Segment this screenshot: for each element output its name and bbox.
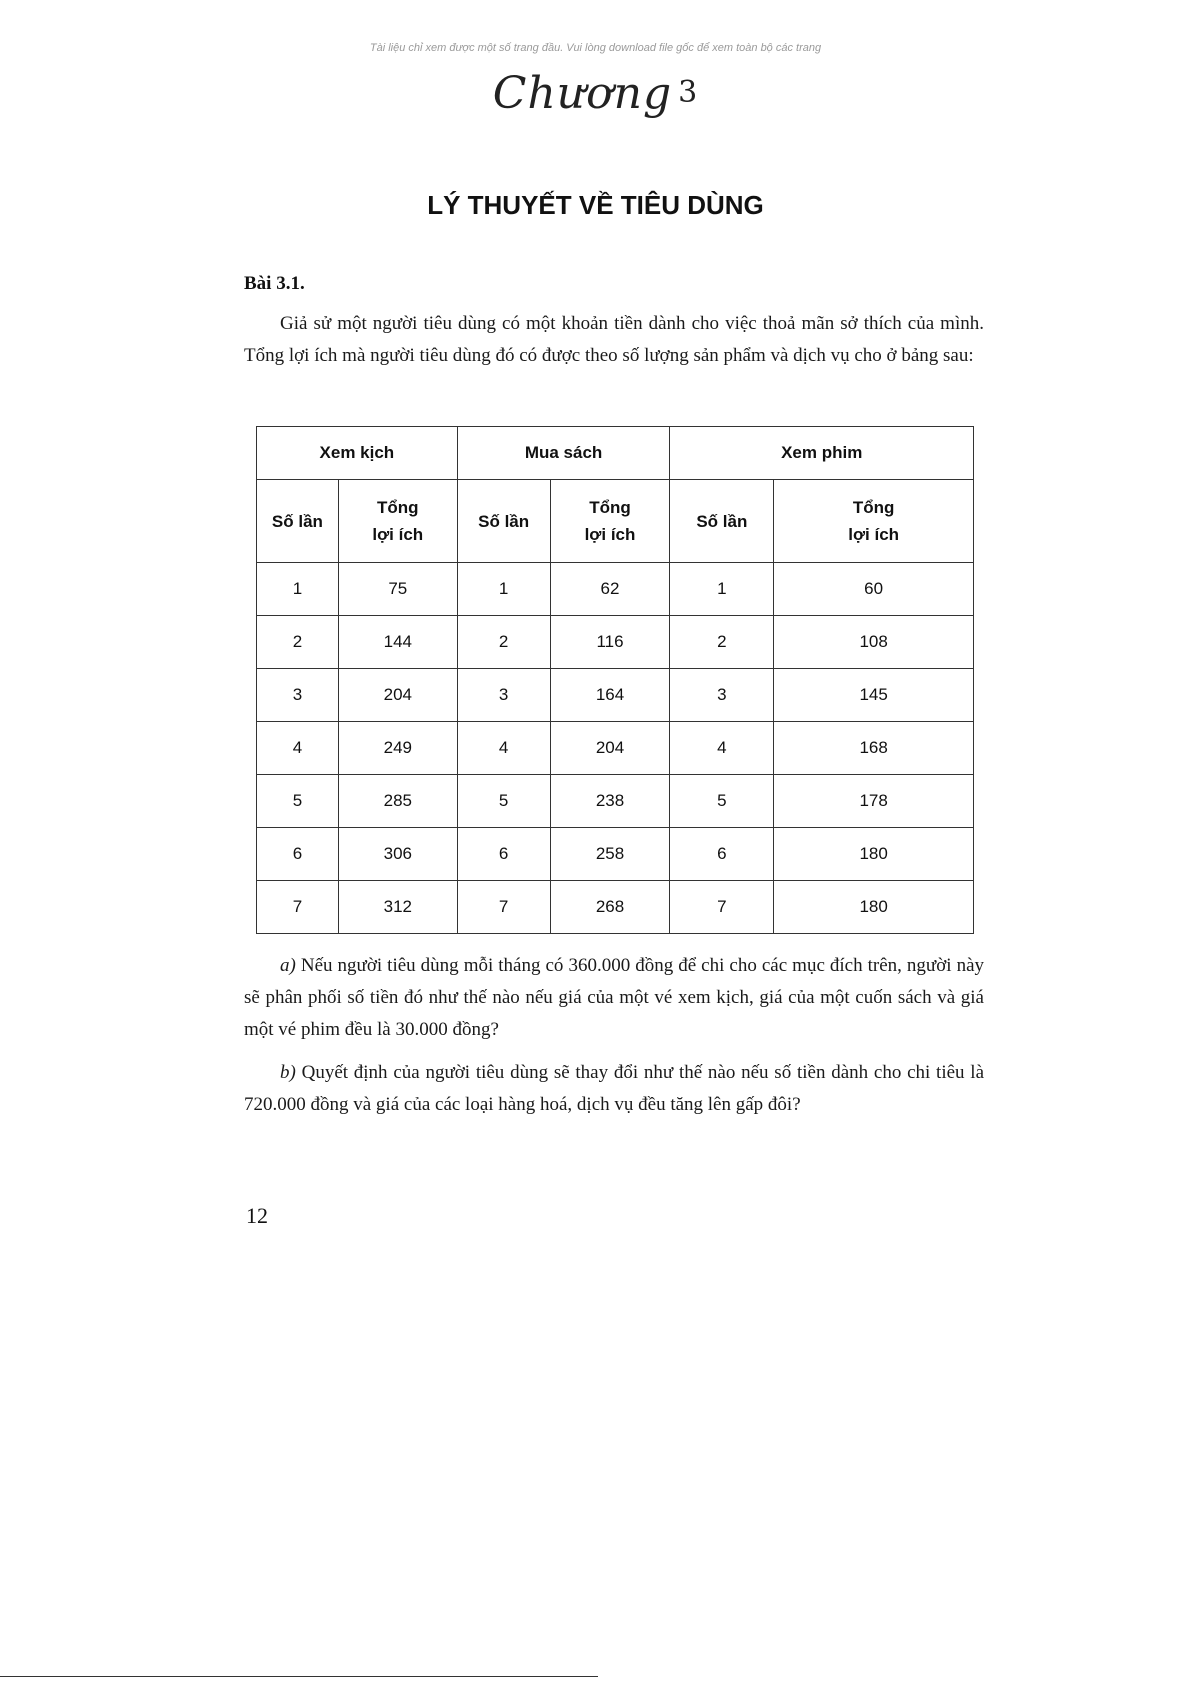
table-cell: 180 — [774, 828, 974, 881]
table-cell: 4 — [670, 722, 774, 775]
group-header-theater: Xem kịch — [257, 427, 458, 480]
table-cell: 285 — [338, 775, 457, 828]
table-cell: 145 — [774, 669, 974, 722]
table-cell: 1 — [670, 563, 774, 616]
intro-paragraph: Giả sử một người tiêu dùng có một khoản tiền dành cho việc thoả mãn sở thích của mình. Tổng lợi ích mà người tiêu dùng đó có được theo số lượng sản phẩm và dịch vụ cho ở bảng sau: — [244, 313, 984, 366]
col-header-total-line2: lợi ích — [584, 525, 636, 544]
table-cell: 178 — [774, 775, 974, 828]
table-row — [257, 722, 974, 775]
question-b-label: b) — [280, 1062, 296, 1083]
table-cell: 144 — [338, 616, 457, 669]
table-cell: 2 — [457, 616, 550, 669]
table-cell: 204 — [338, 669, 457, 722]
col-header-total-line2: lợi ích — [372, 525, 424, 544]
chapter-number: 3 — [678, 75, 699, 110]
table-row — [257, 775, 974, 828]
table-cell: 3 — [457, 669, 550, 722]
table-cell: 60 — [774, 563, 974, 616]
table-cell: 180 — [774, 881, 974, 934]
table-cell: 6 — [257, 828, 339, 881]
table-cell: 306 — [338, 828, 457, 881]
table-cell: 4 — [457, 722, 550, 775]
col-header-total-utility — [338, 480, 457, 563]
question-a-text: Nếu người tiêu dùng mỗi tháng có 360.000 đồng để chi cho các mục đích trên, người này sẽ phân phối số tiền đó như thế nào nếu giá của một vé xem kịch, giá của một cuốn sách và giá một vé phim đều là 30.000 đồng? — [244, 955, 985, 1040]
col-header-count: Số lần — [670, 480, 774, 563]
utility-table — [256, 426, 974, 934]
footer-divider — [0, 1676, 598, 1677]
table-cell: 3 — [257, 669, 339, 722]
table-cell: 75 — [338, 563, 457, 616]
chapter-title: LÝ THUYẾT VỀ TIÊU DÙNG — [427, 190, 764, 220]
table-cell: 5 — [257, 775, 339, 828]
table-cell: 2 — [670, 616, 774, 669]
table-row — [257, 616, 974, 669]
table-cell: 1 — [257, 563, 339, 616]
table-cell: 5 — [670, 775, 774, 828]
question-b-text: Quyết định của người tiêu dùng sẽ thay đổi như thế nào nếu số tiền dành cho chi tiêu là 720.000 đồng và giá của các loại hàng hoá, dịch vụ đều tăng lên gấp đôi? — [244, 1062, 984, 1115]
table-cell: 204 — [550, 722, 670, 775]
table-cell: 312 — [338, 881, 457, 934]
table-cell: 164 — [550, 669, 670, 722]
col-header-count: Số lần — [257, 480, 339, 563]
table-cell: 62 — [550, 563, 670, 616]
table-cell: 2 — [257, 616, 339, 669]
question-a-label: a) — [280, 955, 296, 976]
col-header-total-line1: Tổng — [589, 498, 631, 517]
col-header-total-line2: lợi ích — [848, 525, 900, 544]
watermark-notice: Tài liệu chỉ xem được một số trang đầu. Vui lòng download file gốc để xem toàn bộ các trang — [369, 42, 822, 54]
table-cell: 108 — [774, 616, 974, 669]
table-cell: 116 — [550, 616, 670, 669]
col-header-total-utility — [774, 480, 974, 563]
table-cell: 4 — [257, 722, 339, 775]
col-header-total-line1: Tổng — [377, 498, 419, 517]
table-row — [257, 881, 974, 934]
col-header-total-line1: Tổng — [852, 498, 895, 517]
chapter-label: Chương — [492, 68, 673, 119]
question-b-paragraph — [244, 1057, 984, 1121]
table-sub-header-row — [257, 480, 974, 563]
exercise-label: Bài 3.1. — [244, 273, 305, 294]
table-cell: 3 — [670, 669, 774, 722]
table-row — [257, 828, 974, 881]
table-row — [257, 669, 974, 722]
group-header-movies: Xem phim — [670, 427, 974, 480]
table-cell: 6 — [670, 828, 774, 881]
table-cell: 6 — [457, 828, 550, 881]
page-number: 12 — [246, 1203, 268, 1228]
table-cell: 258 — [550, 828, 670, 881]
table-cell: 7 — [257, 881, 339, 934]
table-cell: 249 — [338, 722, 457, 775]
table-group-header-row — [257, 427, 974, 480]
table-cell: 168 — [774, 722, 974, 775]
table-cell: 268 — [550, 881, 670, 934]
question-a-paragraph — [244, 950, 984, 1046]
table-cell: 5 — [457, 775, 550, 828]
table-cell: 1 — [457, 563, 550, 616]
table-cell: 238 — [550, 775, 670, 828]
chapter-heading — [0, 68, 1191, 119]
table-cell: 7 — [457, 881, 550, 934]
table-cell: 7 — [670, 881, 774, 934]
group-header-books: Mua sách — [457, 427, 670, 480]
col-header-total-utility — [550, 480, 670, 563]
table-row — [257, 563, 974, 616]
col-header-count: Số lần — [457, 480, 550, 563]
